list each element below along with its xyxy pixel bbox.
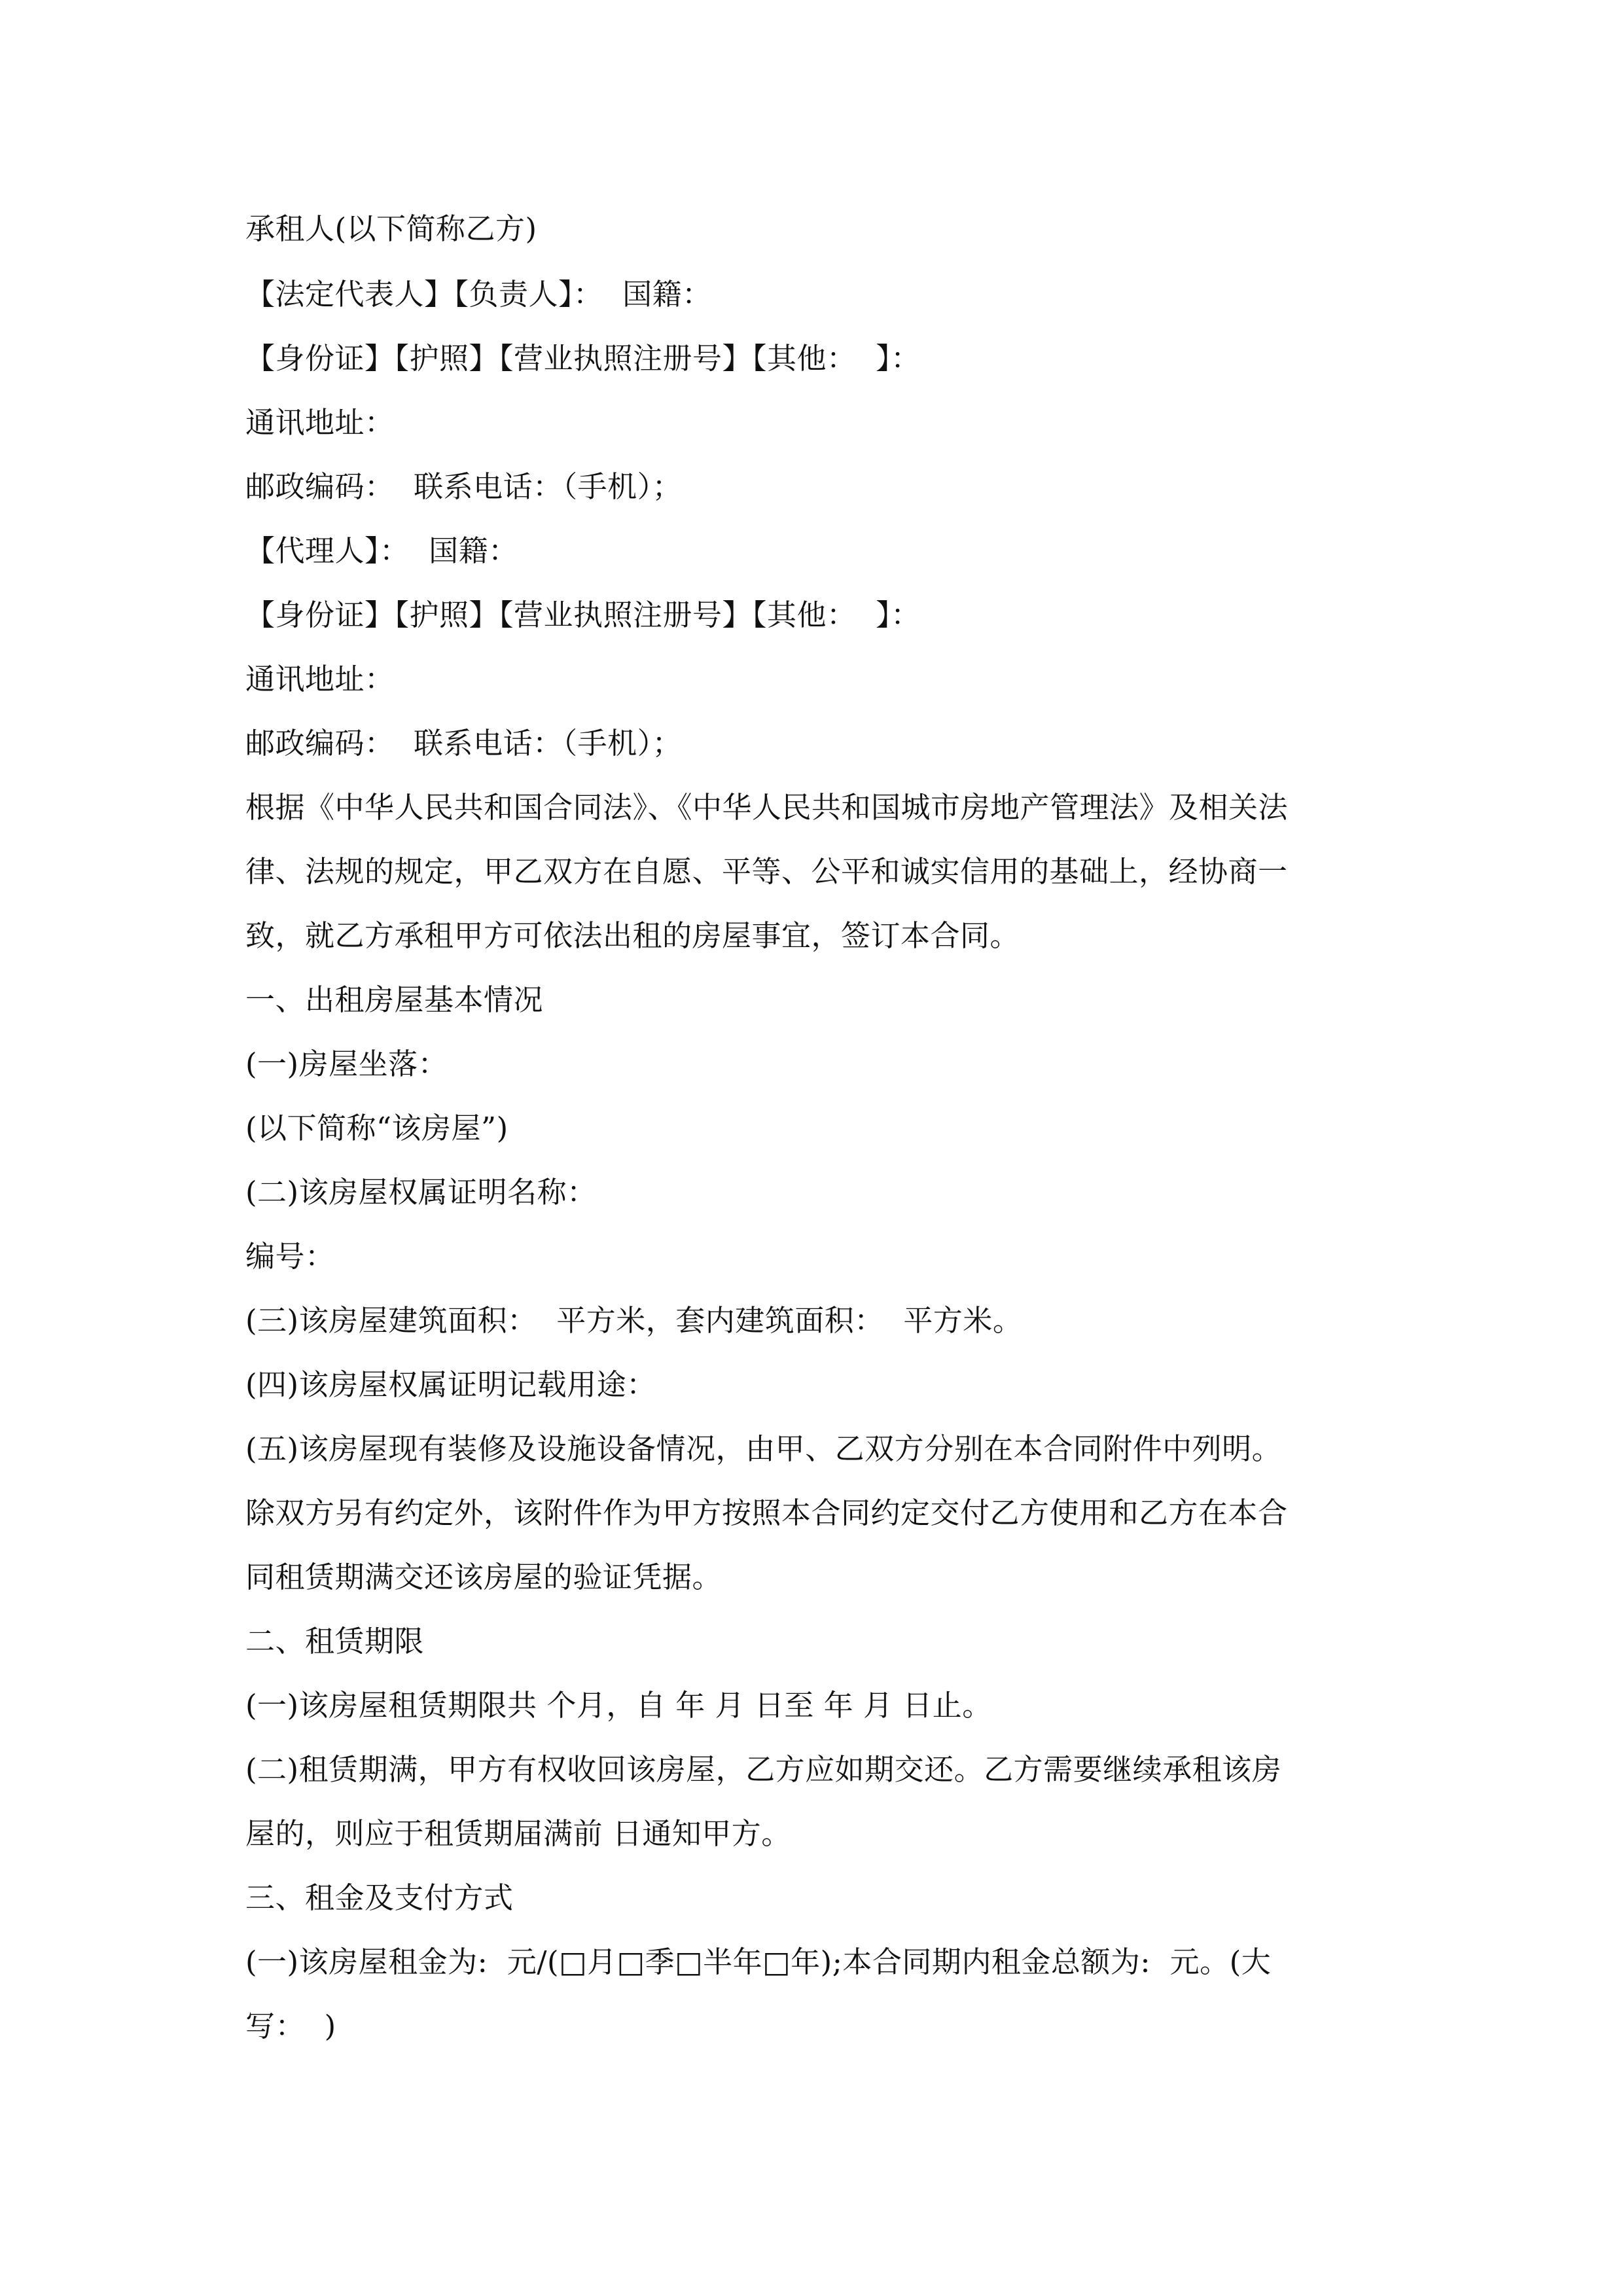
postal-phone-line: 邮政编码： 联系电话：（手机）； <box>245 469 683 504</box>
section-2-heading: 二、租赁期限 <box>245 1624 425 1659</box>
clause-1-4: (四)该房屋权属证明记载用途： <box>245 1367 656 1402</box>
section-1-heading: 一、出租房屋基本情况 <box>245 982 544 1017</box>
clause-1-1: (一)房屋坐落： <box>245 1047 448 1081</box>
clause-2-1: (一)该房屋租赁期限共 个月，自 年 月 日至 年 月 日止。 <box>245 1688 992 1723</box>
preamble-line-1: 根据《中华人民共和国合同法》、《中华人民共和国城市房地产管理法》及相关法 <box>245 790 1289 825</box>
clause-1-2-number: 编号： <box>245 1239 335 1274</box>
clause-1-5-line-3: 同租赁期满交还该房屋的验证凭据。 <box>245 1560 722 1594</box>
id-document-line: 【身份证】【护照】【营业执照注册号】【其他： 】： <box>245 341 921 376</box>
agent-nationality-line: 【代理人】： 国籍： <box>245 533 518 568</box>
preamble-line-2: 律、法规的规定，甲乙双方在自愿、平等、公平和诚实信用的基础上，经协商一 <box>245 854 1288 889</box>
tenant-heading: 承租人(以下简称乙方) <box>245 211 537 246</box>
agent-postal-phone-line: 邮政编码： 联系电话：（手机）； <box>245 726 683 761</box>
clause-3-1-line-1: (一)该房屋租金为: 元/(□月□季□半年□年);本合同期内租金总额为: 元。(大 <box>245 1945 1272 1979</box>
legal-rep-nationality-line: 【法定代表人】【负责人】： 国籍： <box>245 277 712 312</box>
clause-2-2-line-2: 屋的，则应于租赁期届满前 日通知甲方。 <box>245 1816 791 1851</box>
clause-1-5-line-1: (五)该房屋现有装修及设施设备情况，由甲、乙双方分别在本合同附件中列明。 <box>245 1431 1282 1466</box>
address-line: 通讯地址： <box>245 405 395 440</box>
agent-address-line: 通讯地址： <box>245 662 395 696</box>
section-3-heading: 三、租金及支付方式 <box>245 1880 514 1915</box>
clause-3-1-line-2: 写： ) <box>245 2009 336 2043</box>
preamble-line-3: 致，就乙方承租甲方可依法出租的房屋事宜，签订本合同。 <box>245 918 1020 953</box>
clause-1-5-line-2: 除双方另有约定外，该附件作为甲方按照本合同约定交付乙方使用和乙方在本合 <box>245 1496 1288 1530</box>
clause-2-2-line-1: (二)租赁期满，甲方有权收回该房屋，乙方应如期交还。乙方需要继续承租该房 <box>245 1752 1282 1787</box>
clause-1-1-note: (以下简称“该房屋”) <box>245 1111 508 1145</box>
clause-1-2: (二)该房屋权属证明名称： <box>245 1175 597 1210</box>
agent-id-document-line: 【身份证】【护照】【营业执照注册号】【其他： 】： <box>245 598 921 632</box>
clause-1-3: (三)该房屋建筑面积： 平方米，套内建筑面积： 平方米。 <box>245 1303 1023 1338</box>
